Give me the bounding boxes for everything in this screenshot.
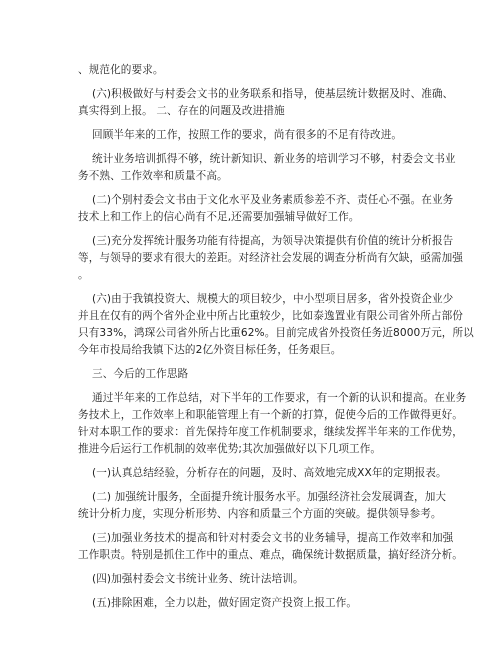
- text-line: (二) 加强统计服务，全面提升统计服务水平。加强经济社会发展调查，加大: [92, 491, 447, 503]
- text-line: 技术上和工作上的信心尚有不足,还需要加强辅导做好工作。: [78, 211, 360, 223]
- text-line: 务技术上，工作效率上和职能管理上有一个新的打算，促使今后的工作做得更好。: [78, 409, 463, 421]
- text-line: 今年市投局给我镇下达的2亿外资目标任务，任务艰巨。: [78, 344, 342, 356]
- text-line: 真实得到上报。 二、存在的问题及改进措施: [78, 105, 285, 117]
- text-line: (三)充分发挥统计服务功能有待提高，为领导决策提供有价值的统计分析报告: [92, 235, 454, 247]
- text-line: (二)个别村委会文书由于文化水平及业务素质参差不齐、责任心不强。在业务: [92, 194, 454, 206]
- text-line: (一)认真总结经验，分析存在的问题，及时、高效地完成XX年的定期报表。: [92, 467, 447, 479]
- text-line: 并且在仅有的两个省外企业中所占比重较少，比如泰逸置业有限公司省外所占部份: [78, 310, 463, 322]
- text-line: 统计分析力度，实现分析形势、内容和质量三个方面的突破。提供领导参考。: [78, 508, 442, 520]
- text-line: 通过半年来的工作总结，对下半年的工作要求，有一个新的认识和提高。在业务: [92, 392, 467, 404]
- text-line: (六)积极做好与村委会文书的业务联系和指导，使基层统计数据及时、准确、: [92, 88, 454, 100]
- text-line: 统计业务培训抓得不够，统计新知识、新业务的培训学习不够，村委会文书业: [92, 153, 456, 165]
- text-line: (五)排除困难，全力以赴，做好固定资产投资上报工作。: [92, 597, 358, 609]
- text-line: (三)加强业务技术的提高和针对村委会文书的业务辅导，提高工作效率和加强: [92, 532, 454, 544]
- text-line: 工作职责。特别是抓住工作中的重点、难点，确保统计数据质量，搞好经济分析。: [78, 549, 463, 561]
- text-line: 针对本职工作的要求：首先保持年度工作机制要求，继续发挥半年来的工作优势，: [78, 426, 463, 438]
- text-line: (四)加强村委会文书统计业务、统计法培训。: [92, 573, 304, 585]
- text-line: 等，与领导的要求有很大的差距。对经济社会发展的调查分析尚有欠缺，亟需加强: [78, 252, 463, 264]
- text-line: 回顾半年来的工作，按照工作的要求，尚有很多的不足有待改进。: [92, 129, 403, 141]
- section-heading: 三、今后的工作思路: [92, 368, 189, 380]
- text-line: 、规范化的要求。: [78, 64, 164, 76]
- text-line: 推进今后运行工作机制的效率优势;其次加强做好以下几项工作。: [78, 443, 382, 455]
- text-line: 只有33%，鸿琛公司省外所占比重62%。目前完成省外投资任务近8000万元，所以: [78, 327, 474, 339]
- text-line: 务不熟、工作效率和质量不高。: [78, 170, 228, 182]
- text-line: (六)由于我镇投资大、规模大的项目较少，中小型项目居多，省外投资企业少: [92, 293, 454, 305]
- text-line: 。: [78, 269, 89, 281]
